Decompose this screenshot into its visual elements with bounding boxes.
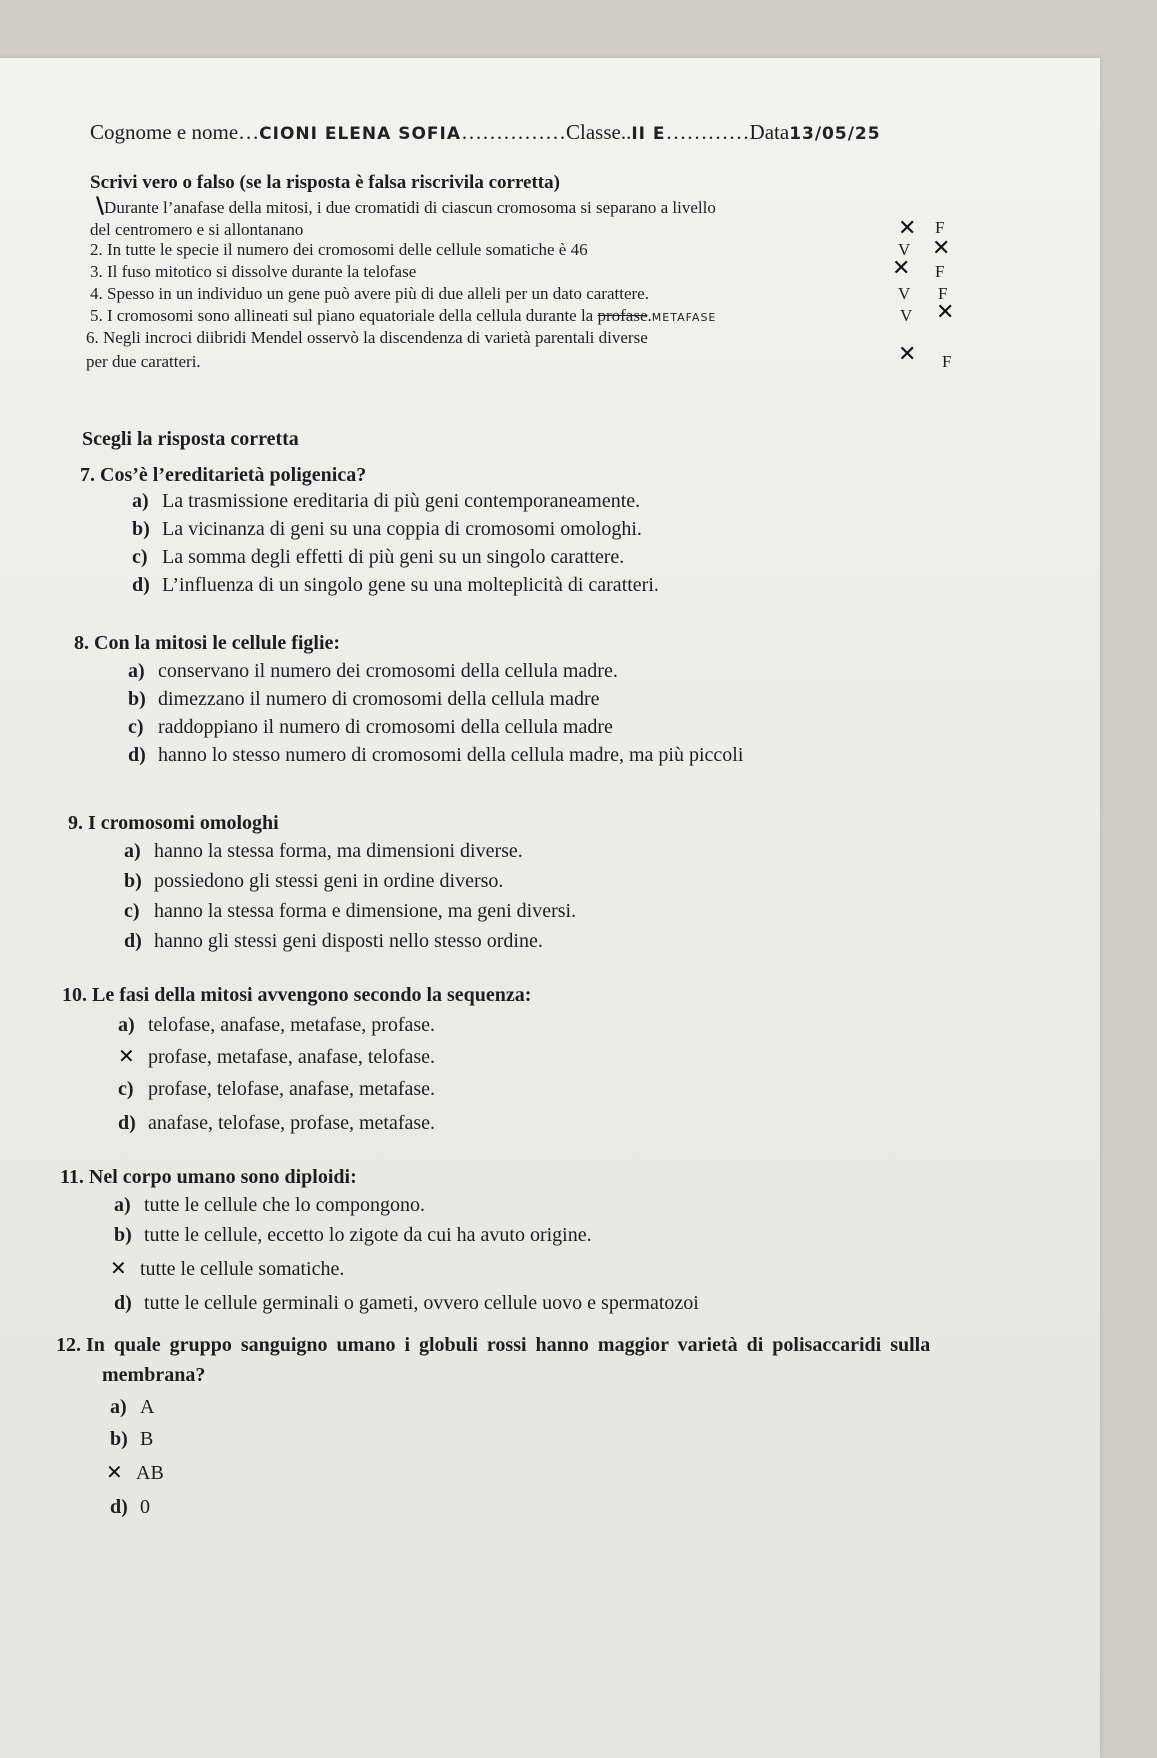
tf-f-4: F — [938, 284, 948, 303]
exam-sheet — [0, 58, 1100, 1758]
tf-item-4: 4. Spesso in un individuo un gene può avere più di due alleli per un dato carattere. — [90, 284, 649, 303]
tf-item-1-cont: del centromero e si allontanano — [90, 220, 304, 239]
q12-option-a[interactable]: a) A — [110, 1396, 155, 1418]
tf-v-2: V — [898, 240, 911, 259]
class-value: II E — [631, 124, 666, 144]
q12-option-d[interactable]: d) 0 — [110, 1496, 150, 1518]
q11-option-a[interactable]: a) tutte le cellule che lo compongono. — [114, 1194, 426, 1216]
answer-cross-icon: ✕ — [106, 1460, 123, 1484]
answer-cross-icon: ✕ — [110, 1256, 127, 1280]
q8-option-d[interactable]: d) hanno lo stesso numero di cromosomi della cellula madre, ma più piccoli — [128, 744, 744, 766]
date-label: Data — [749, 120, 790, 144]
question-12-cont: membrana? — [102, 1364, 206, 1386]
question-9: 9. I cromosomi omologhi — [68, 812, 279, 834]
q11-option-b[interactable]: b) tutte le cellule, eccetto lo zigote da cui ha avuto origine. — [114, 1224, 592, 1246]
q7-option-d[interactable]: d) L’influenza di un singolo gene su una molteplicità di caratteri. — [132, 574, 659, 596]
tf-v-3: ✕ — [892, 256, 911, 281]
q7-option-b[interactable]: b) La vicinanza di geni su una coppia di cromosomi omologhi. — [132, 518, 642, 540]
q8-option-c[interactable]: c) raddoppiano il numero di cromosomi della cellula madre — [128, 716, 613, 738]
tf-f-6: F — [942, 352, 952, 371]
tf-item-1: \Durante l’anafase della mitosi, i due cromatidi di ciascun cromosoma si separano a livello — [96, 194, 716, 219]
q11-option-c[interactable]: ✕ tutte le cellule somatiche. — [110, 1256, 345, 1280]
question-10: 10. Le fasi della mitosi avvengono secondo la sequenza: — [62, 984, 532, 1006]
q12-option-b[interactable]: b) B — [110, 1428, 154, 1450]
q9-option-a[interactable]: a) hanno la stessa forma, ma dimensioni diverse. — [124, 840, 523, 862]
handwritten-correction: METAFASE — [651, 311, 717, 324]
struck-word: profase — [597, 306, 648, 325]
question-12: 12. In quale gruppo sanguigno umano i globuli rossi hanno maggior varietà di polisaccaridi sulla — [56, 1334, 931, 1356]
answer-cross-icon: ✕ — [118, 1044, 135, 1068]
tf-item-2: 2. In tutte le specie il numero dei cromosomi delle cellule somatiche è 46 — [90, 240, 588, 259]
tf-v-4: V — [898, 284, 911, 303]
q10-option-c[interactable]: c) profase, telofase, anafase, metafase. — [118, 1078, 436, 1100]
tf-f-3: F — [935, 262, 945, 281]
tf-item-6: 6. Negli incroci diibridi Mendel osservò la discendenza di varietà parentali diverse — [86, 328, 648, 347]
tf-item-6-cont: per due caratteri. — [86, 352, 201, 371]
check-mark-icon: \ — [96, 194, 105, 219]
q7-option-c[interactable]: c) La somma degli effetti di più geni su un singolo carattere. — [132, 546, 625, 568]
tf-item-3: 3. Il fuso mitotico si dissolve durante la telofase — [90, 262, 417, 281]
q8-option-a[interactable]: a) conservano il numero dei cromosomi della cellula madre. — [128, 660, 618, 682]
q9-option-b[interactable]: b) possiedono gli stessi geni in ordine diverso. — [124, 870, 504, 892]
tf-f-5: ✕ — [936, 300, 955, 325]
q9-option-d[interactable]: d) hanno gli stessi geni disposti nello stesso ordine. — [124, 930, 543, 952]
class-label: Classe — [566, 120, 621, 144]
tf-v-6: ✕ — [898, 342, 917, 367]
q12-option-c[interactable]: ✕ AB — [106, 1460, 164, 1484]
tf-f-1: F — [935, 218, 945, 237]
q10-option-b[interactable]: ✕ profase, metafase, anafase, telofase. — [118, 1044, 436, 1068]
question-8: 8. Con la mitosi le cellule figlie: — [74, 632, 341, 654]
q8-option-b[interactable]: b) dimezzano il numero di cromosomi della cellula madre — [128, 688, 600, 710]
header-line: Cognome e nome…CIONI ELENA SOFIA……………Classe..II E…………Data13/05/25 — [90, 120, 881, 144]
q11-option-d[interactable]: d) tutte le cellule germinali o gameti, ovvero cellule uovo e spermatozoi — [114, 1292, 699, 1314]
date-value: 13/05/25 — [789, 124, 881, 144]
tf-v-5: V — [900, 306, 913, 325]
q10-option-d[interactable]: d) anafase, telofase, profase, metafase. — [118, 1112, 436, 1134]
name-value: CIONI ELENA SOFIA — [259, 124, 462, 144]
tf-v-1: ✕ — [898, 216, 917, 241]
question-7: 7. Cos’è l’ereditarietà poligenica? — [80, 464, 367, 486]
tf-f-2: ✕ — [932, 236, 951, 261]
q10-option-a[interactable]: a) telofase, anafase, metafase, profase. — [118, 1014, 436, 1036]
q7-option-a[interactable]: a) La trasmissione ereditaria di più geni contemporaneamente. — [132, 490, 641, 512]
question-11: 11. Nel corpo umano sono diploidi: — [60, 1166, 357, 1188]
mc-section-title: Scegli la risposta corretta — [82, 428, 299, 450]
name-label: Cognome e nome — [90, 120, 239, 144]
tf-item-5: 5. I cromosomi sono allineati sul piano equatoriale della cellula durante la profase.METAFASE — [90, 306, 717, 325]
q9-option-c[interactable]: c) hanno la stessa forma e dimensione, ma geni diversi. — [124, 900, 577, 922]
tf-section-title: Scrivi vero o falso (se la risposta è falsa riscrivila corretta) — [90, 172, 560, 193]
